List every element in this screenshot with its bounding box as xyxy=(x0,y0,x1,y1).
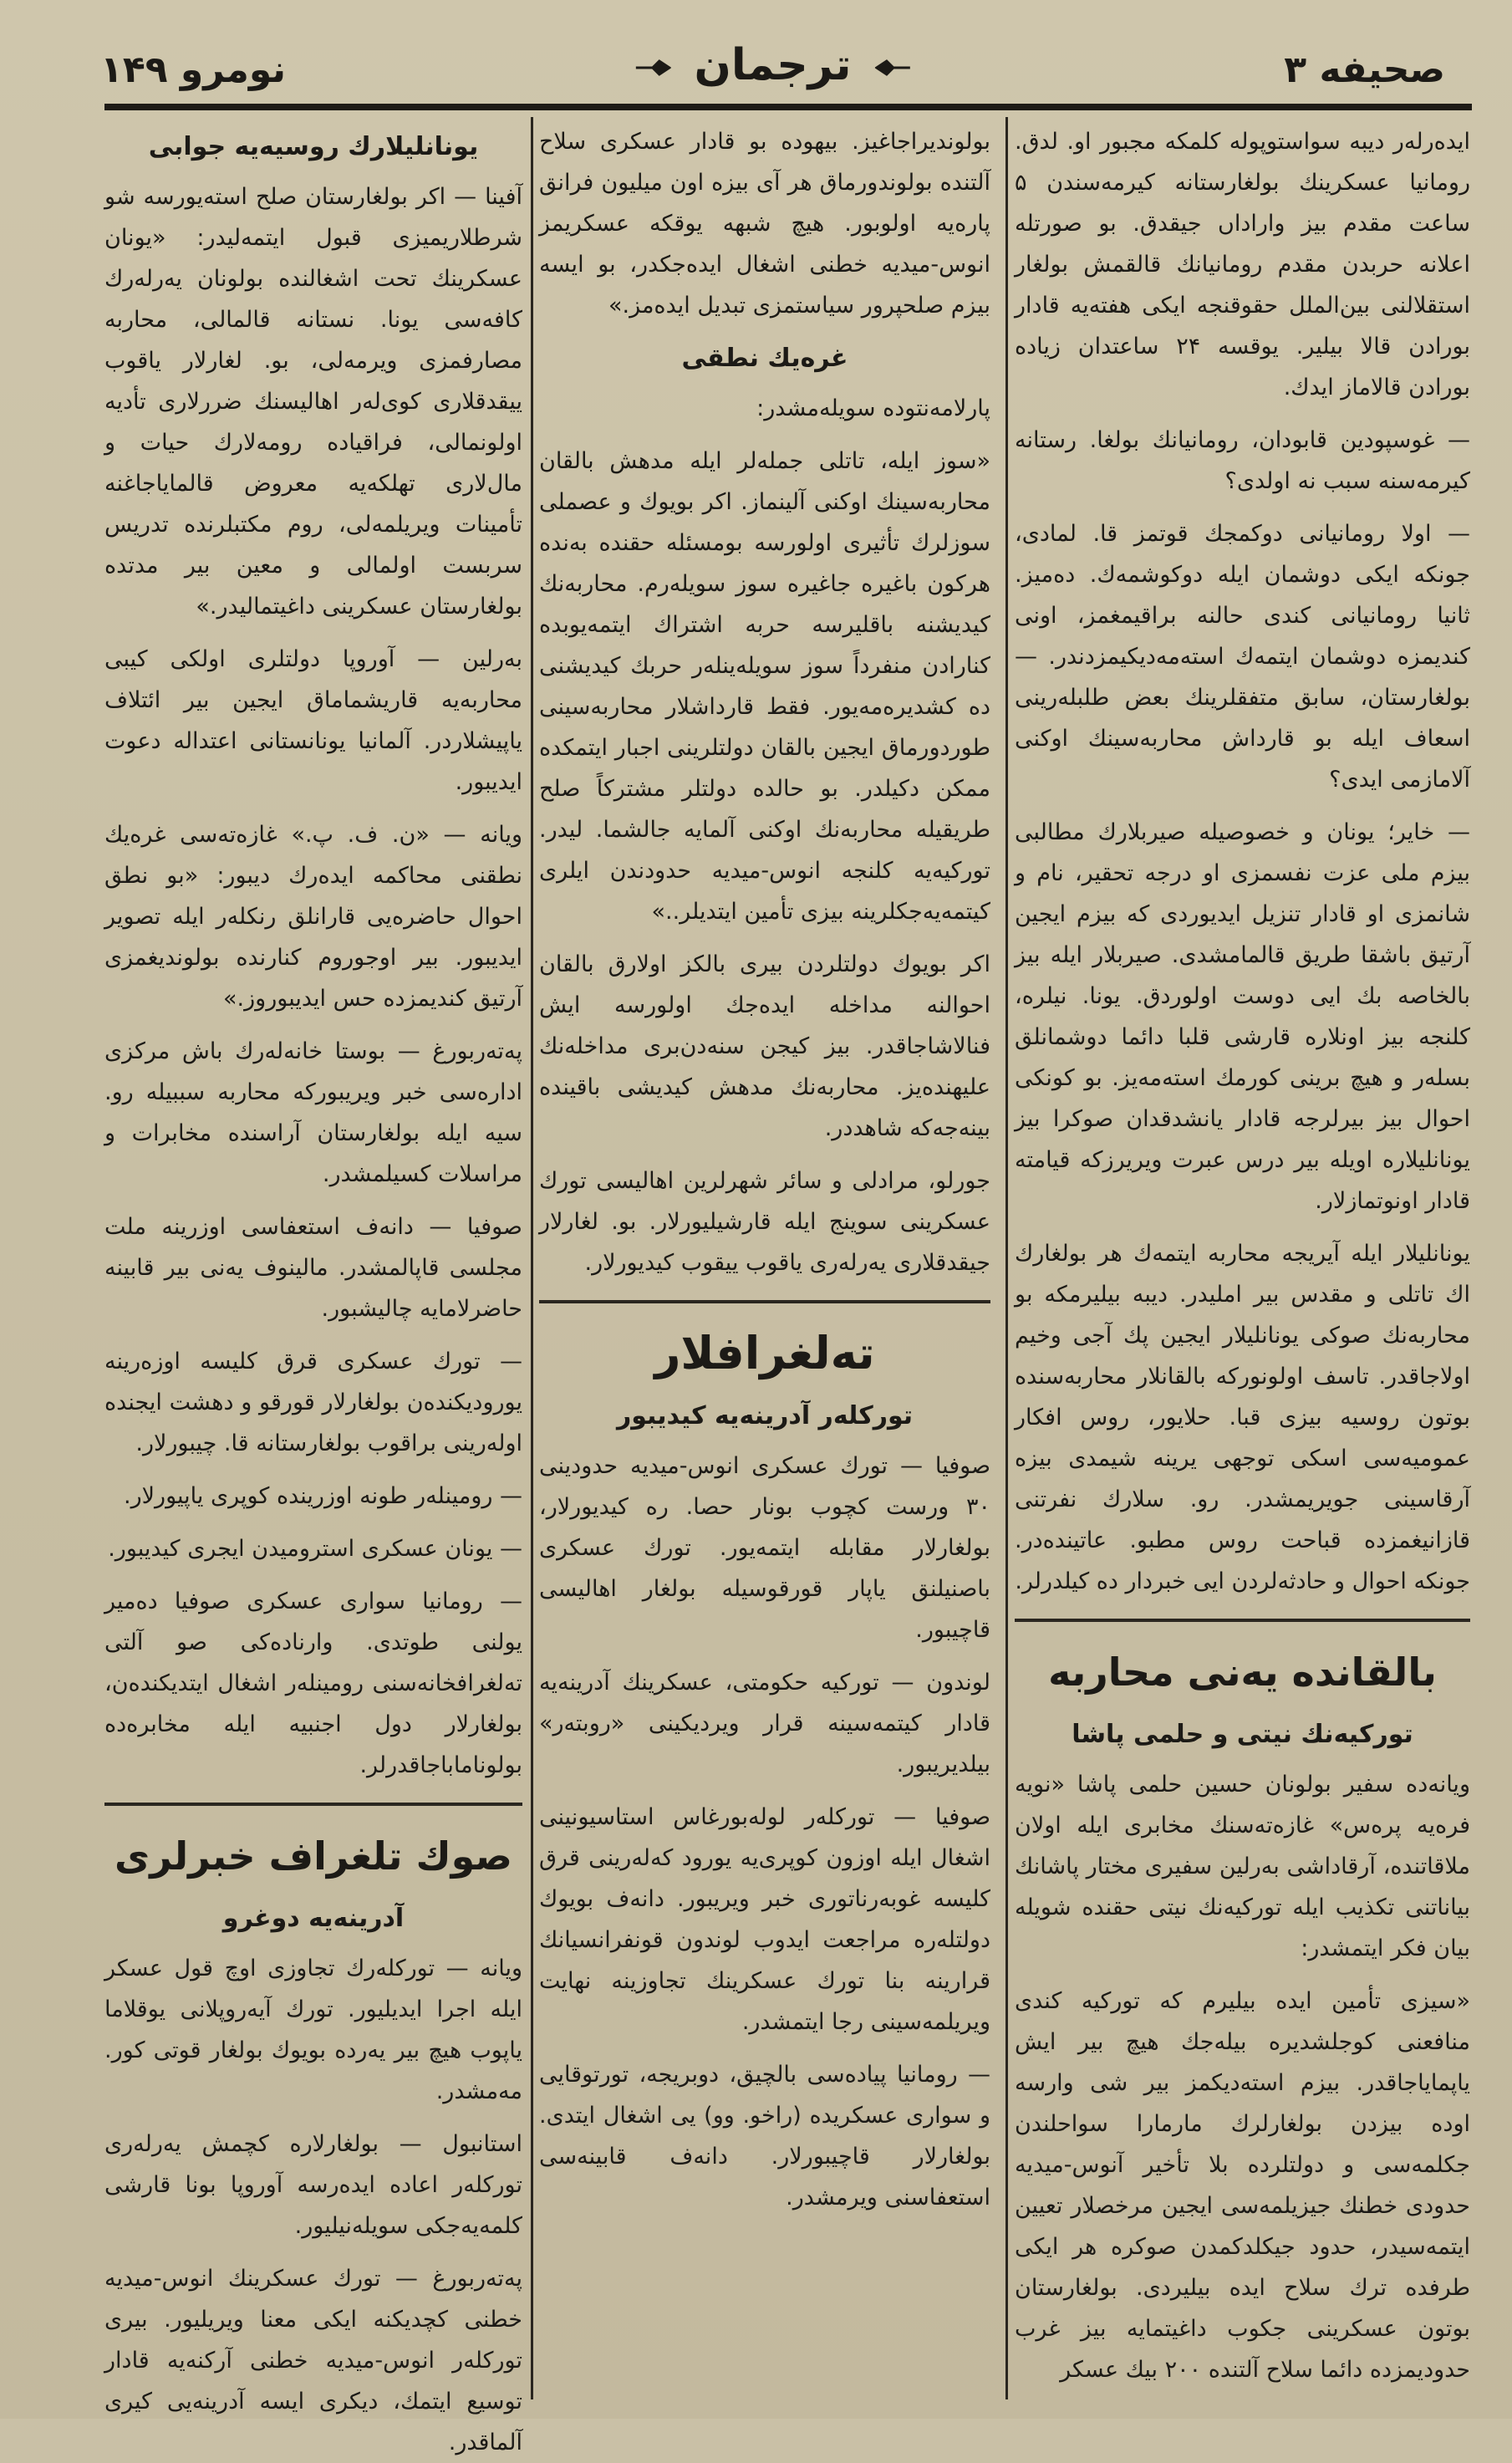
article-paragraph: ویانەده سفیر بولونان حسین حلمی پاشا «نویه فرەیه پرەس» غازەتەسنك مخابری ایله اولان ملاقاتنده، آرقاداشی بەرلین سفیری مختار پاشانك بیاناتنی تکذیب ایله تورکیەنك نیتی حقنده شویله بیان فکر ایتمشدر: xyxy=(1015,1772,1470,1961)
article-paragraph: — رومینلەر طونه اوزرینده کوپری یاپیورلار. xyxy=(124,1483,522,1509)
article-paragraph: ویانه — تورکلەرك تجاوزی اوچ قول عسکر ایله اجرا ایدیلیور. تورك آیەروپلانی یوقلاما یاپوب هیچ بیر یەرده بویوك بولغار قوتی کور. مه‌مشدر. xyxy=(104,1956,522,2104)
article-paragraph: ایدەرلەر دیبه سواستوپوله کلمکه مجبور او. لدق. رومانیا عسکرینك بولغارستانه کیرمەسندن ۵ ساعت مقدم بیز واراداں جیقدق. بو صورتله اعلانه حربدن مقدم رومانیانك قالقمش بولغار استقلالنی بین‌الملل حقوقنجه ایکی هفته‌یه قادار بورادن قالا بیلیر. یوقسه ۲۴ ساعتدان زیاده بورادن قالاماز ایدك. xyxy=(1015,129,1470,400)
article-paragraph: آفینا — اکر بولغارستان صلح استه‌یورسه شو شرطلاریمیزی قبول ایتمه‌لیدر: «یونان عسکرینك تحت اشغالنده بولونان یه‌رلەرك کافه‌سی یونا. نستانه قالمالی، محاربه مصارفمزی ویرمه‌لی، بو. لغارلار یاقوب ییقدقلاری کوی‌لەر اهالیسنك ضررلاری تأدیه اولونمالی، فراقیاده رومه‌لارك حیات و مال‌لاری تهلکه‌یه معروض قالمایاجاغنه تأمینات ویریلمه‌لی، روم مکتبلرنده تدریس سربست اولمالی و معین بیر مدتده بولغارستان عسکرینی داغیتمالیدر.» xyxy=(104,184,522,620)
page-number: صحیفه ۳ xyxy=(1284,48,1445,91)
section-divider xyxy=(1015,1619,1470,1622)
article-paragraph: بەرلین — آوروپا دولتلری اولکی کیبی محاربه‌یه قاریشماماق ایجین بیر ائتلاف یاپیشلاردر. آلمانیا یونانستانی اعتداله دعوت ایدیبور. xyxy=(104,646,522,795)
article-paragraph: بولوندیراجاغیز. بیهوده بو قادار عسکری سلاح آلتنده بولوندورماق هر آی بیزه اون میلیون فرانق پاره‌یه اولوبور. هیچ شبهه یوقکه عسکریمز انوس-میدیه خطنی اشغال ایده‌جکدر، بو ایسه بیزم صلحپرور سیاستمزی تبدیل ایده‌مز.» xyxy=(539,129,990,319)
article-paragraph: «سیزی تأمین ایدە بیلیرم که تورکیه کندی منافعنی کوجلشدیره بیلەجك هیچ بیر ایش یاپمایاجاقدر. بیزم استەدیکمز بیر شی وارسه اوده بیزدن بولغارلرك مارمارا سواحلندن جکلمه‌سی و دولتلرده بلا تأخیر آنوس-میدیه حدودی خطنك جیزیلمه‌سی ایجین مرخصلار تعیین ایتمەسیدر، حدود جیکلدکمدن صوکره هر ایکی طرفده ترك سلاح ایده بیلیردی. بولغارستان بوتون عسکرینی جکوب داغیتمایه بیز غرب حدودیمزده دائما سلاح آلتنده ۲۰۰ بیك عسکر xyxy=(1015,1988,1470,2383)
article-paragraph: «سوز ایله، تاتلی جمله‌لر ایله مدهش بالقان محاربه‌سینك اوکنی آلینماز. اکر بویوك و عصملی سوزلرك تأثیری اولورسه بومسئله حقنده بەنده هرکون باغیره جاغیره سوز سویله‌رم. محاربه‌نك کیدیشنه باقلیرسه حربه اشتراك ایتمه‌یوبده کنارادن منفرداً سوز سویله‌ینلەر حربك کیدیشنی ده کشدیره‌مه‌یور. فقط قارداشلار محاربه‌سینی طوردورماق ایجین بالقان دولتلرینی اجبار ایتمکده ممکن دکیلدر. بو حالده دولتلر مشترکاً صلح طریقیله محاربه‌نك اوکنی آلمایه جالشما. لیدر. تورکیه‌یه کلنجه انوس-میدیه حدودندن ایلری کیتمه‌یه‌جکلرینه بیزی تأمین ایتدیلر..» xyxy=(539,448,990,925)
column-right xyxy=(1015,121,1470,2395)
article-paragraph: صوفیا — تورك عسکری انوس-میدیه حدودینی ۳۰ ورست کچوب بونار حصا. ره کیدیورلار، بولغارلار مقابله ایتمه‌یور. تورك عسکری باصنیلنق یاپار قورقوسیله بولغار اهالیسی قاچیبور. xyxy=(539,1453,990,1643)
article-paragraph: صوفیا — دانەف استعفاسی اوزرینه ملت مجلسی قاپالمشدر. مالینوف یەنی بیر قابینه حاضرلامایه چالیشبور. xyxy=(104,1214,522,1322)
subheading: آدرینه‌یه دوغرو xyxy=(222,1904,405,1933)
subheading: یونانلیلارك روسیه‌یه جوابی xyxy=(148,132,479,161)
masthead xyxy=(625,40,919,90)
article-paragraph: پەتەربورغ — تورك عسکرینك انوس-میدیه خطنی کچدیکنه ایکی معنا ویریلیور. بیری تورکلەر انوس-میدیه خطنی آرکنه‌یه قادار توسیع ایتمك، دیکری ایسه آدرینه‌یی کیری آلماقدر. xyxy=(104,2266,522,2455)
column-left xyxy=(104,121,522,2455)
article-paragraph: — رومانیا پیاده‌سی بالچیق، دوبریجه، تورتوقایی و سواری عسکریده (راخو. وو) یی اشغال ایتدی. بولغارلار قاچیبورلار. دانەف قابینه‌سی استعفاسنی ویرمشدر. xyxy=(539,2062,990,2211)
ornament-icon xyxy=(634,58,670,78)
article-paragraph: اکر بویوك دولتلردن بیری بالکز اولارق بالقان احوالنه مداخله ایده‌جك اولورسه ایش فنالاشاجاقدر. بیز کیجن سنه‌دن‌بری مداخله‌نك علیهنده‌یز. محاربه‌نك مدهش کیدیشی باقینده بینه‌جه‌که شاهددر. xyxy=(539,951,990,1141)
issue-number: نومرو ۱۴۹ xyxy=(100,48,286,91)
article-paragraph: استانبول — بولغارلارە کچمش یه‌رلەری تورکلەر اعاده ایدەرسه آوروپا بونا قارشی کلمه‌یه‌جکی سویلەنیلیور. xyxy=(104,2131,522,2239)
article-paragraph: — رومانیا سواری عسکری صوفیا دەمیر یولنی طوتدی. وارنادەکی صو آلتی تەلغرافخانه‌سنی رومینلەر اشغال ایتدیکندەن، بولغارلار دول اجنبیه ایله مخابره‌ده بولوناماباجاقدرلر. xyxy=(104,1588,522,1778)
article-paragraph: یونانلیلار ایله آیریجه محاربه ایتمەك هر بولغارك اك تاتلی و مقدس بیر املیدر. دیبه بیلیرمکه بو محاربەنك صوکی یونانلیلار ایجین پك آجی وخیم اولاجاقدر. تاسف اولونورکه بالقانلار محاربەسنده بوتون روسیه بیزی قبا. حلایور، روس افکار عمومیەسی اسکی توجهی یرینه شیمدی بیزه آرقاسینی جویریمشدر. رو. سلارك نفرتنی قازانیغمزده قباحت روس مطبو. عاتیندەدر. جونکه احوال و حادثەلردن ایی خبردار ده کیلدرلر. xyxy=(1015,1241,1470,1594)
column-divider xyxy=(531,117,533,2399)
article-paragraph: ویانه — «ن. ف. پ.» غازەتەسی غرەیك نطقنی محاکمه ایده‌رك دیبور: «بو نطق احوال حاضره‌یی قارانلق رنکلەر ایله تصویر ایدیبور. بیر اوجوروم کنارنده بولوندیغمزی آرتیق کندیمزده حس ایدیبوروز.» xyxy=(104,822,522,1012)
article-paragraph: — یونان عسکری استرومیدن ایجری کیدیبور. xyxy=(108,1536,522,1562)
column-middle xyxy=(539,121,990,2404)
section-headline: بالقانده یەنی محاربه xyxy=(1048,1650,1437,1695)
article-paragraph: صوفیا — تورکلەر لوله‌بورغاس استاسیونینی اشغال ایله اوزون کوپری‌یه یورود کەلەرینی قرق کلیسه غوبەرناتوری خبر ویریبور. دانەف بویوك دولتلەره مراجعت ایدوب لوندون قونفرانسیانك قرارینه بنا تورك عسکرینك تجاوزینه نهایت ویریلمه‌سینی رجا ایتمشدر. xyxy=(539,1804,990,2035)
section-headline: صوك تلغراف خبرلری xyxy=(115,1833,512,1879)
subheading: غرەیك نطقی xyxy=(681,344,848,373)
column-divider xyxy=(1005,117,1008,2399)
masthead-title: ترجمان xyxy=(694,40,852,90)
section-headline: تەلغرافلار xyxy=(654,1327,875,1379)
article-paragraph: لوندون — تورکیه حکومتی، عسکرینك آدرینه‌یه قادار کیتمه‌سینه قرار ویردیکینی «روبتەر» بیلدیریبور. xyxy=(539,1670,990,1777)
article-paragraph: جورلو، مرادلی و سائر شهرلرین اهالیسی تورك عسکرینی سوینج ایله قارشیلیورلار. بو. لغارلار جیقدقلاری یه‌رلەری یاقوب ییقوب کیدیورلار. xyxy=(539,1168,990,1276)
section-divider xyxy=(104,1803,522,1806)
article-paragraph: — تورك عسکری قرق کلیسه اوزه‌رینه یورودیکندەن بولغارلار قورقو و دهشت ایجنده اولەرینی براقوب بولغارستانه قا. چیبورلار. xyxy=(104,1349,522,1456)
subheading: تورکلەر آدرینه‌یه کیدیبور xyxy=(616,1401,914,1430)
article-paragraph: — غوسپودین قابودان، رومانیانك بولغا. رستانه کیرمەسنه سبب نه اولدی؟ xyxy=(1015,427,1470,494)
header-rule xyxy=(104,104,1472,110)
article-paragraph: پەتەربورغ — بوستا خانه‌لەرك باش مرکزی ادارە‌سی خبر ویریبورکه محاربه سببیله رو. سیه ایله بولغارستان آراسنده مخابرات و مراسلات کسیلمشدر. xyxy=(104,1038,522,1187)
ornament-icon xyxy=(875,58,912,78)
section-divider xyxy=(539,1300,990,1303)
subheading: تورکیەنك نیتی و حلمی پاشا xyxy=(1072,1720,1413,1749)
article-paragraph: پارلامەنتوده سویلەمشدر: xyxy=(756,395,990,421)
article-paragraph: — اولا رومانیانی دوکمجك قوتمز قا. لمادی، جونکه ایکی دوشمان ایله دوکوشمەك. دەمیز. ثانیا رومانیانی کندی حالنه براقیمغمز، اونی کندیمزه دوشمان ایتمەك استەمەدیکیمزدندر. — بولغارستان، سابق متفقلرینك بعض طلبلەرینی اسعاف ایله بو قارداش محاربەسینك اوکنی آلامازمی ایدی؟ xyxy=(1015,521,1470,793)
article-paragraph: — خایر؛ یونان و خصوصیله صیربلارك مطالبی بیزم ملی عزت نفسمزی او درجه تحقیر، نام و شانمزی او قادار تنزیل ایدیوردی که بیزم ایجین آرتیق باشقا طریق قالمامشدی. صیربلار ایله بیز بالخاصه بك ایی دوست اولوردق. یونا. نیلرە، کلنجه بیز اونلاره قارشی قلبا دائما دوشمانلق بسلەر و هیچ برینی کورمك استەمەیز. بو کونکی احوال بیز بیرلرجه قادار یانشدقدان صوکرا بیز یونانلیلاره اویله بیر درس عبرت ویریرزکه قیامته قادار اونوتمازلار. xyxy=(1015,819,1470,1214)
